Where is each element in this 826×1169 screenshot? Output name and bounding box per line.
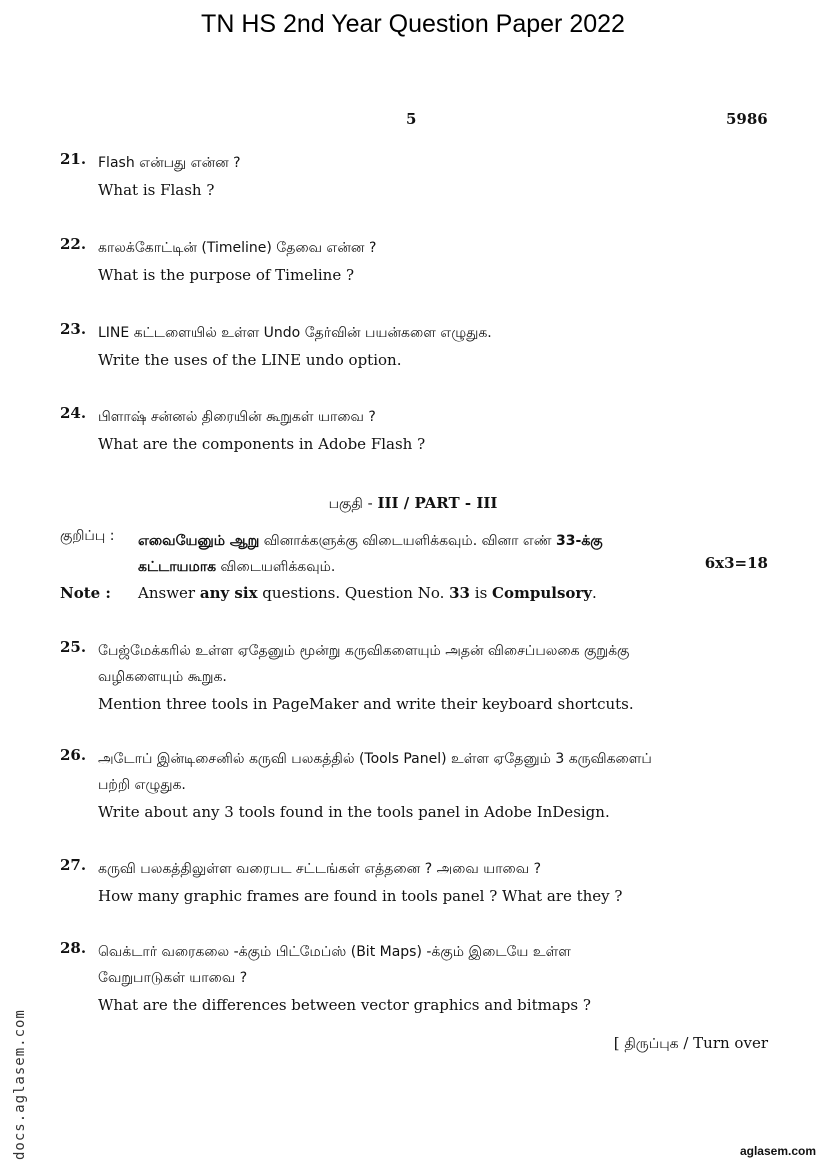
question-text-english: What are the differences between vector graphics and bitmaps ? bbox=[98, 996, 591, 1014]
question-text-tamil-cont: வேறுபாடுகள் யாவை ? bbox=[98, 970, 248, 986]
question-number: 26. bbox=[60, 746, 87, 764]
marks-allocation: 6x3=18 bbox=[704, 554, 768, 572]
question-text-english: Mention three tools in PageMaker and write their keyboard shortcuts. bbox=[98, 695, 634, 713]
part-heading-roman: III bbox=[377, 494, 399, 512]
question-26 bbox=[60, 746, 770, 826]
paper-code: 5986 bbox=[726, 110, 768, 128]
side-watermark: docs.aglasem.com bbox=[12, 1009, 28, 1160]
part-heading-english: PART - III bbox=[414, 494, 498, 512]
note-text: Answer bbox=[138, 584, 200, 602]
question-text-tamil: Flash என்பது என்ன ? bbox=[98, 155, 241, 171]
question-text-tamil: LINE கட்டளையில் உள்ள Undo தேர்வின் பயன்களை எழுதுக. bbox=[98, 325, 492, 341]
turn-over-tamil: திருப்புக bbox=[624, 1036, 679, 1052]
note-label-english: Note : bbox=[60, 584, 111, 602]
instruction-note-tamil bbox=[60, 528, 770, 580]
question-text-english: How many graphic frames are found in tools panel ? What are they ? bbox=[98, 887, 623, 905]
question-23 bbox=[60, 320, 770, 374]
question-text-tamil-cont: வழிகளையும் கூறுக. bbox=[98, 669, 227, 685]
question-number: 21. bbox=[60, 150, 87, 168]
question-text-tamil-cont: பற்றி எழுதுக. bbox=[98, 777, 186, 793]
page-number: 5 bbox=[406, 110, 417, 128]
question-21 bbox=[60, 150, 770, 204]
turn-over-bracket: [ bbox=[613, 1034, 625, 1052]
turn-over-english: Turn over bbox=[693, 1034, 768, 1052]
question-text-english: What is the purpose of Timeline ? bbox=[98, 266, 355, 284]
note-emphasis-compulsory: Compulsory bbox=[492, 584, 593, 602]
page-banner-title: TN HS 2nd Year Question Paper 2022 bbox=[201, 10, 625, 38]
question-text-tamil: அடோப் இன்டிசைனில் கருவி பலகத்தில் (Tools Panel) உள்ள ஏதேனும் 3 கருவிகளைப் bbox=[98, 751, 652, 767]
question-number: 27. bbox=[60, 856, 87, 874]
question-text-english: Write the uses of the LINE undo option. bbox=[98, 351, 402, 369]
question-text-tamil: பிளாஷ் சன்னல் திரையின் கூறுகள் யாவை ? bbox=[98, 409, 376, 425]
note-text: வினாக்களுக்கு விடையளிக்கவும். வினா எண் bbox=[259, 533, 557, 549]
question-number: 22. bbox=[60, 235, 87, 253]
note-text: is bbox=[470, 584, 493, 602]
instruction-note-english bbox=[60, 584, 770, 602]
question-number: 23. bbox=[60, 320, 87, 338]
note-text: . bbox=[592, 584, 597, 602]
part-heading-separator: - bbox=[362, 494, 378, 512]
question-text-english: What are the components in Adobe Flash ? bbox=[98, 435, 426, 453]
question-number: 24. bbox=[60, 404, 87, 422]
question-24 bbox=[60, 404, 770, 458]
question-25 bbox=[60, 638, 770, 718]
note-emphasis-33: 33 bbox=[449, 584, 470, 602]
note-emphasis-33: 33-க்கு bbox=[556, 533, 603, 549]
footer-brand: aglasem.com bbox=[739, 1144, 816, 1158]
question-text-english: Write about any 3 tools found in the tools panel in Adobe InDesign. bbox=[98, 803, 610, 821]
note-emphasis-any-six: any six bbox=[199, 584, 258, 602]
question-number: 28. bbox=[60, 939, 87, 957]
note-emphasis-compulsory: கட்டாயமாக bbox=[138, 559, 217, 575]
part-heading-slash: / bbox=[398, 494, 415, 512]
question-28 bbox=[60, 939, 770, 1019]
question-text-tamil: காலக்கோட்டின் (Timeline) தேவை என்ன ? bbox=[98, 240, 377, 256]
question-number: 25. bbox=[60, 638, 87, 656]
question-22 bbox=[60, 235, 770, 289]
note-text: questions. Question No. bbox=[257, 584, 450, 602]
note-emphasis-any-six: எவையேனும் ஆறு bbox=[138, 533, 260, 549]
turn-over-separator: / bbox=[678, 1034, 694, 1052]
question-text-tamil: பேஜ்மேக்கரில் உள்ள ஏதேனும் மூன்று கருவிகளையும் அதன் விசைப்பலகை குறுக்கு bbox=[98, 643, 630, 659]
part-heading-tamil: பகுதி bbox=[328, 496, 363, 512]
question-27 bbox=[60, 856, 770, 910]
question-text-tamil: வெக்டார் வரைகலை -க்கும் பிட்மேப்ஸ் (Bit Maps) -க்கும் இடையே உள்ள bbox=[98, 944, 571, 960]
question-text-tamil: கருவி பலகத்திலுள்ள வரைபட சட்டங்கள் எத்தனை ? அவை யாவை ? bbox=[98, 861, 542, 877]
note-label-tamil: குறிப்பு : bbox=[60, 528, 115, 544]
turn-over-note bbox=[614, 1034, 768, 1054]
question-text-english: What is Flash ? bbox=[98, 181, 215, 199]
part-heading bbox=[0, 494, 826, 514]
note-text-end: விடையளிக்கவும். bbox=[216, 559, 336, 575]
